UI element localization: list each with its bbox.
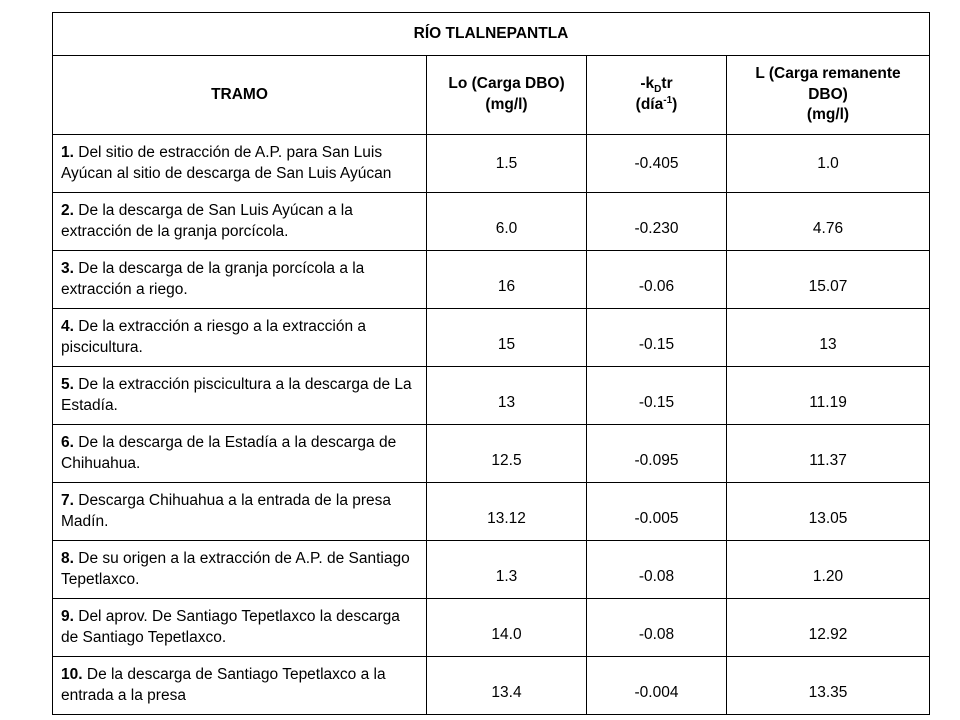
tramo-text: De su origen a la extracción de A.P. de Santiago Tepetlaxco. (61, 550, 410, 588)
tramo-cell (53, 657, 427, 715)
k-cell (587, 425, 727, 483)
tramo-text: Del sitio de estracción de A.P. para San Luis Ayúcan al sitio de descarga de San Luis Ayúcan (61, 144, 392, 182)
tramo-cell (53, 599, 427, 657)
table-row (53, 483, 930, 541)
tramo-text: De la descarga de Santiago Tepetlaxco a la entrada a la presa (61, 666, 386, 704)
k-value: -0.095 (634, 451, 679, 469)
header-lo-unit: (mg/l) (485, 96, 528, 113)
table-row (53, 657, 930, 715)
header-tramo: TRAMO (53, 56, 427, 135)
k-value: -0.15 (638, 335, 675, 353)
header-k-unit-sup: -1 (663, 94, 673, 106)
table-title: RÍO TLALNEPANTLA (53, 13, 930, 56)
l-cell (727, 541, 930, 599)
tramo-text: Del aprov. De Santiago Tepetlaxco la descarga de Santiago Tepetlaxco. (61, 608, 400, 646)
l-cell: 1.0 (727, 135, 930, 193)
tramo-number: 8. (61, 550, 74, 568)
k-cell (587, 599, 727, 657)
lo-cell (427, 309, 587, 367)
tramo-text: Descarga Chihuahua a la entrada de la presa Madín. (61, 492, 392, 530)
lo-cell: 1.5 (427, 135, 587, 193)
l-cell (727, 657, 930, 715)
k-cell (587, 483, 727, 541)
header-k-unit (595, 95, 718, 116)
l-value: 13.35 (808, 683, 848, 701)
lo-cell (427, 657, 587, 715)
table-row (53, 251, 930, 309)
k-cell: -0.405 (587, 135, 727, 193)
k-value: -0.004 (634, 683, 679, 701)
tramo-cell (53, 367, 427, 425)
tramo-cell (53, 541, 427, 599)
header-l-unit: (mg/l) (806, 106, 850, 124)
tramo-text: De la descarga de San Luis Ayúcan a la extracción de la granja porcícola. (61, 202, 353, 240)
tramo-cell (53, 193, 427, 251)
k-value: -0.15 (638, 393, 675, 411)
tramo-number: 9. (61, 608, 74, 626)
lo-value: 12.5 (491, 451, 522, 469)
table-row (53, 425, 930, 483)
k-cell (587, 367, 727, 425)
k-value: -0.06 (638, 277, 675, 295)
l-cell (727, 251, 930, 309)
lo-value: 14.0 (491, 625, 522, 643)
k-cell (587, 657, 727, 715)
lo-cell (427, 367, 587, 425)
tramo-cell (53, 135, 427, 193)
header-k-unit-pre: (día (635, 96, 664, 113)
lo-value: 13.12 (487, 509, 526, 527)
k-value: -0.005 (634, 509, 679, 527)
header-k-suffix: tr (661, 75, 673, 93)
header-k (587, 56, 727, 135)
table-row (53, 599, 930, 657)
table-row (53, 541, 930, 599)
tramo-number: 4. (61, 318, 74, 336)
table-row (53, 309, 930, 367)
header-l (727, 56, 930, 135)
header-lo-label: Lo (Carga DBO) (448, 75, 565, 93)
tramo-text: De la extracción a riesgo a la extracción a piscicultura. (61, 318, 367, 356)
l-cell (727, 425, 930, 483)
table-row (53, 193, 930, 251)
header-row (53, 56, 930, 135)
tramo-cell (53, 483, 427, 541)
tramo-text: De la descarga de la Estadía a la descarga de Chihuahua. (61, 434, 397, 472)
l-value: 4.76 (812, 219, 844, 237)
l-value: 15.07 (808, 277, 848, 295)
l-value: 11.37 (809, 451, 847, 469)
river-table (52, 12, 930, 715)
header-lo (427, 56, 587, 135)
k-cell (587, 193, 727, 251)
title-row (53, 13, 930, 56)
tramo-cell (53, 251, 427, 309)
lo-cell (427, 193, 587, 251)
l-cell (727, 193, 930, 251)
lo-cell (427, 599, 587, 657)
l-cell (727, 599, 930, 657)
header-k-prefix: -k (640, 75, 655, 93)
lo-value: 6.0 (495, 219, 518, 237)
header-k-unit-post: ) (672, 96, 678, 113)
lo-value: 1.3 (495, 567, 518, 585)
l-value: 13 (819, 335, 837, 353)
header-k-sub: D (654, 84, 662, 96)
lo-cell (427, 425, 587, 483)
table-row (53, 135, 930, 193)
tramo-number: 2. (61, 202, 74, 220)
lo-value: 16 (497, 277, 516, 295)
tramo-number: 10. (61, 666, 83, 684)
table-row (53, 367, 930, 425)
lo-value: 15 (497, 335, 516, 353)
tramo-number: 1. (61, 144, 74, 162)
lo-cell (427, 541, 587, 599)
k-value: -0.08 (638, 625, 675, 643)
tramo-cell (53, 309, 427, 367)
tramo-number: 6. (61, 434, 74, 452)
lo-cell (427, 483, 587, 541)
l-value: 1.20 (812, 567, 844, 585)
l-cell (727, 309, 930, 367)
l-value: 13.05 (808, 509, 848, 527)
l-cell (727, 367, 930, 425)
l-value: 12.92 (808, 625, 848, 643)
tramo-number: 7. (61, 492, 74, 510)
header-k-label (595, 74, 718, 95)
tramo-text: De la descarga de la granja porcícola a la extracción a riego. (61, 260, 365, 298)
k-value: -0.230 (634, 219, 679, 237)
header-l-label: L (Carga remanente DBO) (755, 64, 901, 103)
lo-cell (427, 251, 587, 309)
k-cell (587, 309, 727, 367)
lo-value: 13.4 (491, 683, 522, 701)
tramo-number: 5. (61, 376, 74, 394)
tramo-number: 3. (61, 260, 74, 278)
k-value: -0.08 (638, 567, 675, 585)
tramo-text: De la extracción piscicultura a la descarga de La Estadía. (61, 376, 412, 414)
k-cell (587, 251, 727, 309)
lo-value: 13 (497, 393, 516, 411)
tramo-cell (53, 425, 427, 483)
l-cell (727, 483, 930, 541)
l-value: 11.19 (809, 393, 847, 411)
k-cell (587, 541, 727, 599)
